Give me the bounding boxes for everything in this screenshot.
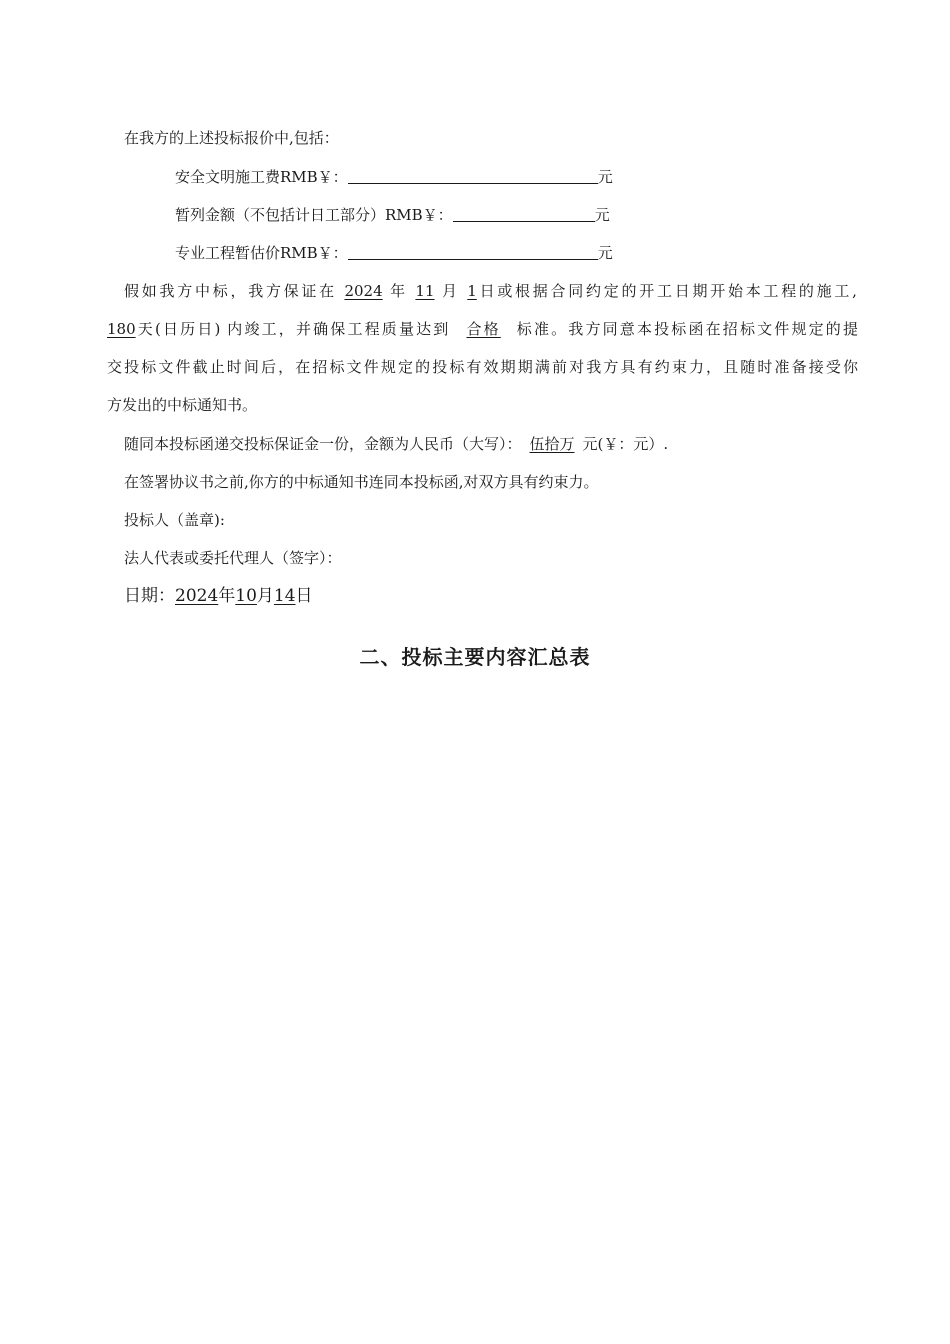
deposit-line — [124, 434, 668, 454]
fee-provisional-line — [175, 205, 610, 225]
date-label: 日期： — [124, 586, 175, 606]
fee-safety-label: 安全文明施工费RMB￥： — [175, 168, 348, 186]
section-title: 二、投标主要内容汇总表 — [359, 645, 591, 669]
start-year: 2024 — [344, 282, 383, 300]
deposit-amount: 伍拾万 — [529, 435, 575, 453]
guarantee-text-1: 假如我方中标，我方保证在 — [124, 282, 337, 300]
guarantee-line-2 — [107, 319, 858, 339]
date-day-unit: 日 — [295, 586, 313, 606]
deposit-suffix: 元(￥：元）. — [582, 435, 669, 453]
guarantee-text-3: 天(日历日) 内竣工，并确保工程质量达到 — [135, 320, 451, 338]
fee-specialty-line — [175, 243, 613, 263]
start-day: 1 — [467, 282, 477, 300]
guarantee-text-2: 日或根据合同约定的开工日期开始本工程的施工, — [476, 282, 857, 300]
fee-safety-unit: 元 — [597, 168, 613, 186]
fee-safety-line — [175, 167, 613, 187]
binding-line: 在签署协议书之前,你方的中标通知书连同本投标函,对双方具有约束力。 — [124, 473, 599, 491]
guarantee-line-1 — [124, 281, 857, 301]
guarantee-line-3: 交投标文件截止时间后，在招标文件规定的投标有效期期满前对我方具有约束力，且随时准备接受你 — [107, 358, 858, 376]
date-month: 10 — [235, 586, 257, 606]
date-year: 2024 — [175, 586, 219, 606]
fee-provisional-unit: 元 — [594, 206, 610, 224]
deposit-prefix: 随同本投标函递交投标保证金一份，金额为人民币（大写）： — [124, 435, 522, 453]
start-year-unit: 年 — [390, 282, 408, 300]
fee-specialty-unit: 元 — [597, 244, 613, 262]
guarantee-text-4: 标准。我方同意本投标函在招标文件规定的提 — [516, 320, 858, 338]
date-year-unit: 年 — [218, 586, 236, 606]
date-month-unit: 月 — [256, 586, 274, 606]
start-month: 11 — [415, 282, 435, 300]
bidder-seal-line: 投标人（盖章): — [124, 511, 225, 529]
start-month-unit: 月 — [442, 282, 460, 300]
legal-rep-signature-line: 法人代表或委托代理人（签字）： — [124, 549, 342, 567]
fee-specialty-label: 专业工程暂估价RMB￥： — [175, 244, 348, 262]
fee-safety-blank — [348, 168, 598, 184]
date-line — [124, 586, 313, 606]
fee-provisional-blank — [453, 206, 595, 222]
fee-specialty-blank — [348, 244, 598, 260]
date-day: 14 — [273, 586, 296, 606]
fee-provisional-label: 暂列金额（不包括计日工部分）RMB￥： — [175, 206, 453, 224]
duration-days: 180 — [107, 320, 136, 338]
guarantee-line-4: 方发出的中标通知书。 — [107, 396, 258, 414]
intro-line: 在我方的上述投标报价中,包括： — [124, 129, 339, 147]
quality-standard: 合格 — [466, 320, 501, 338]
